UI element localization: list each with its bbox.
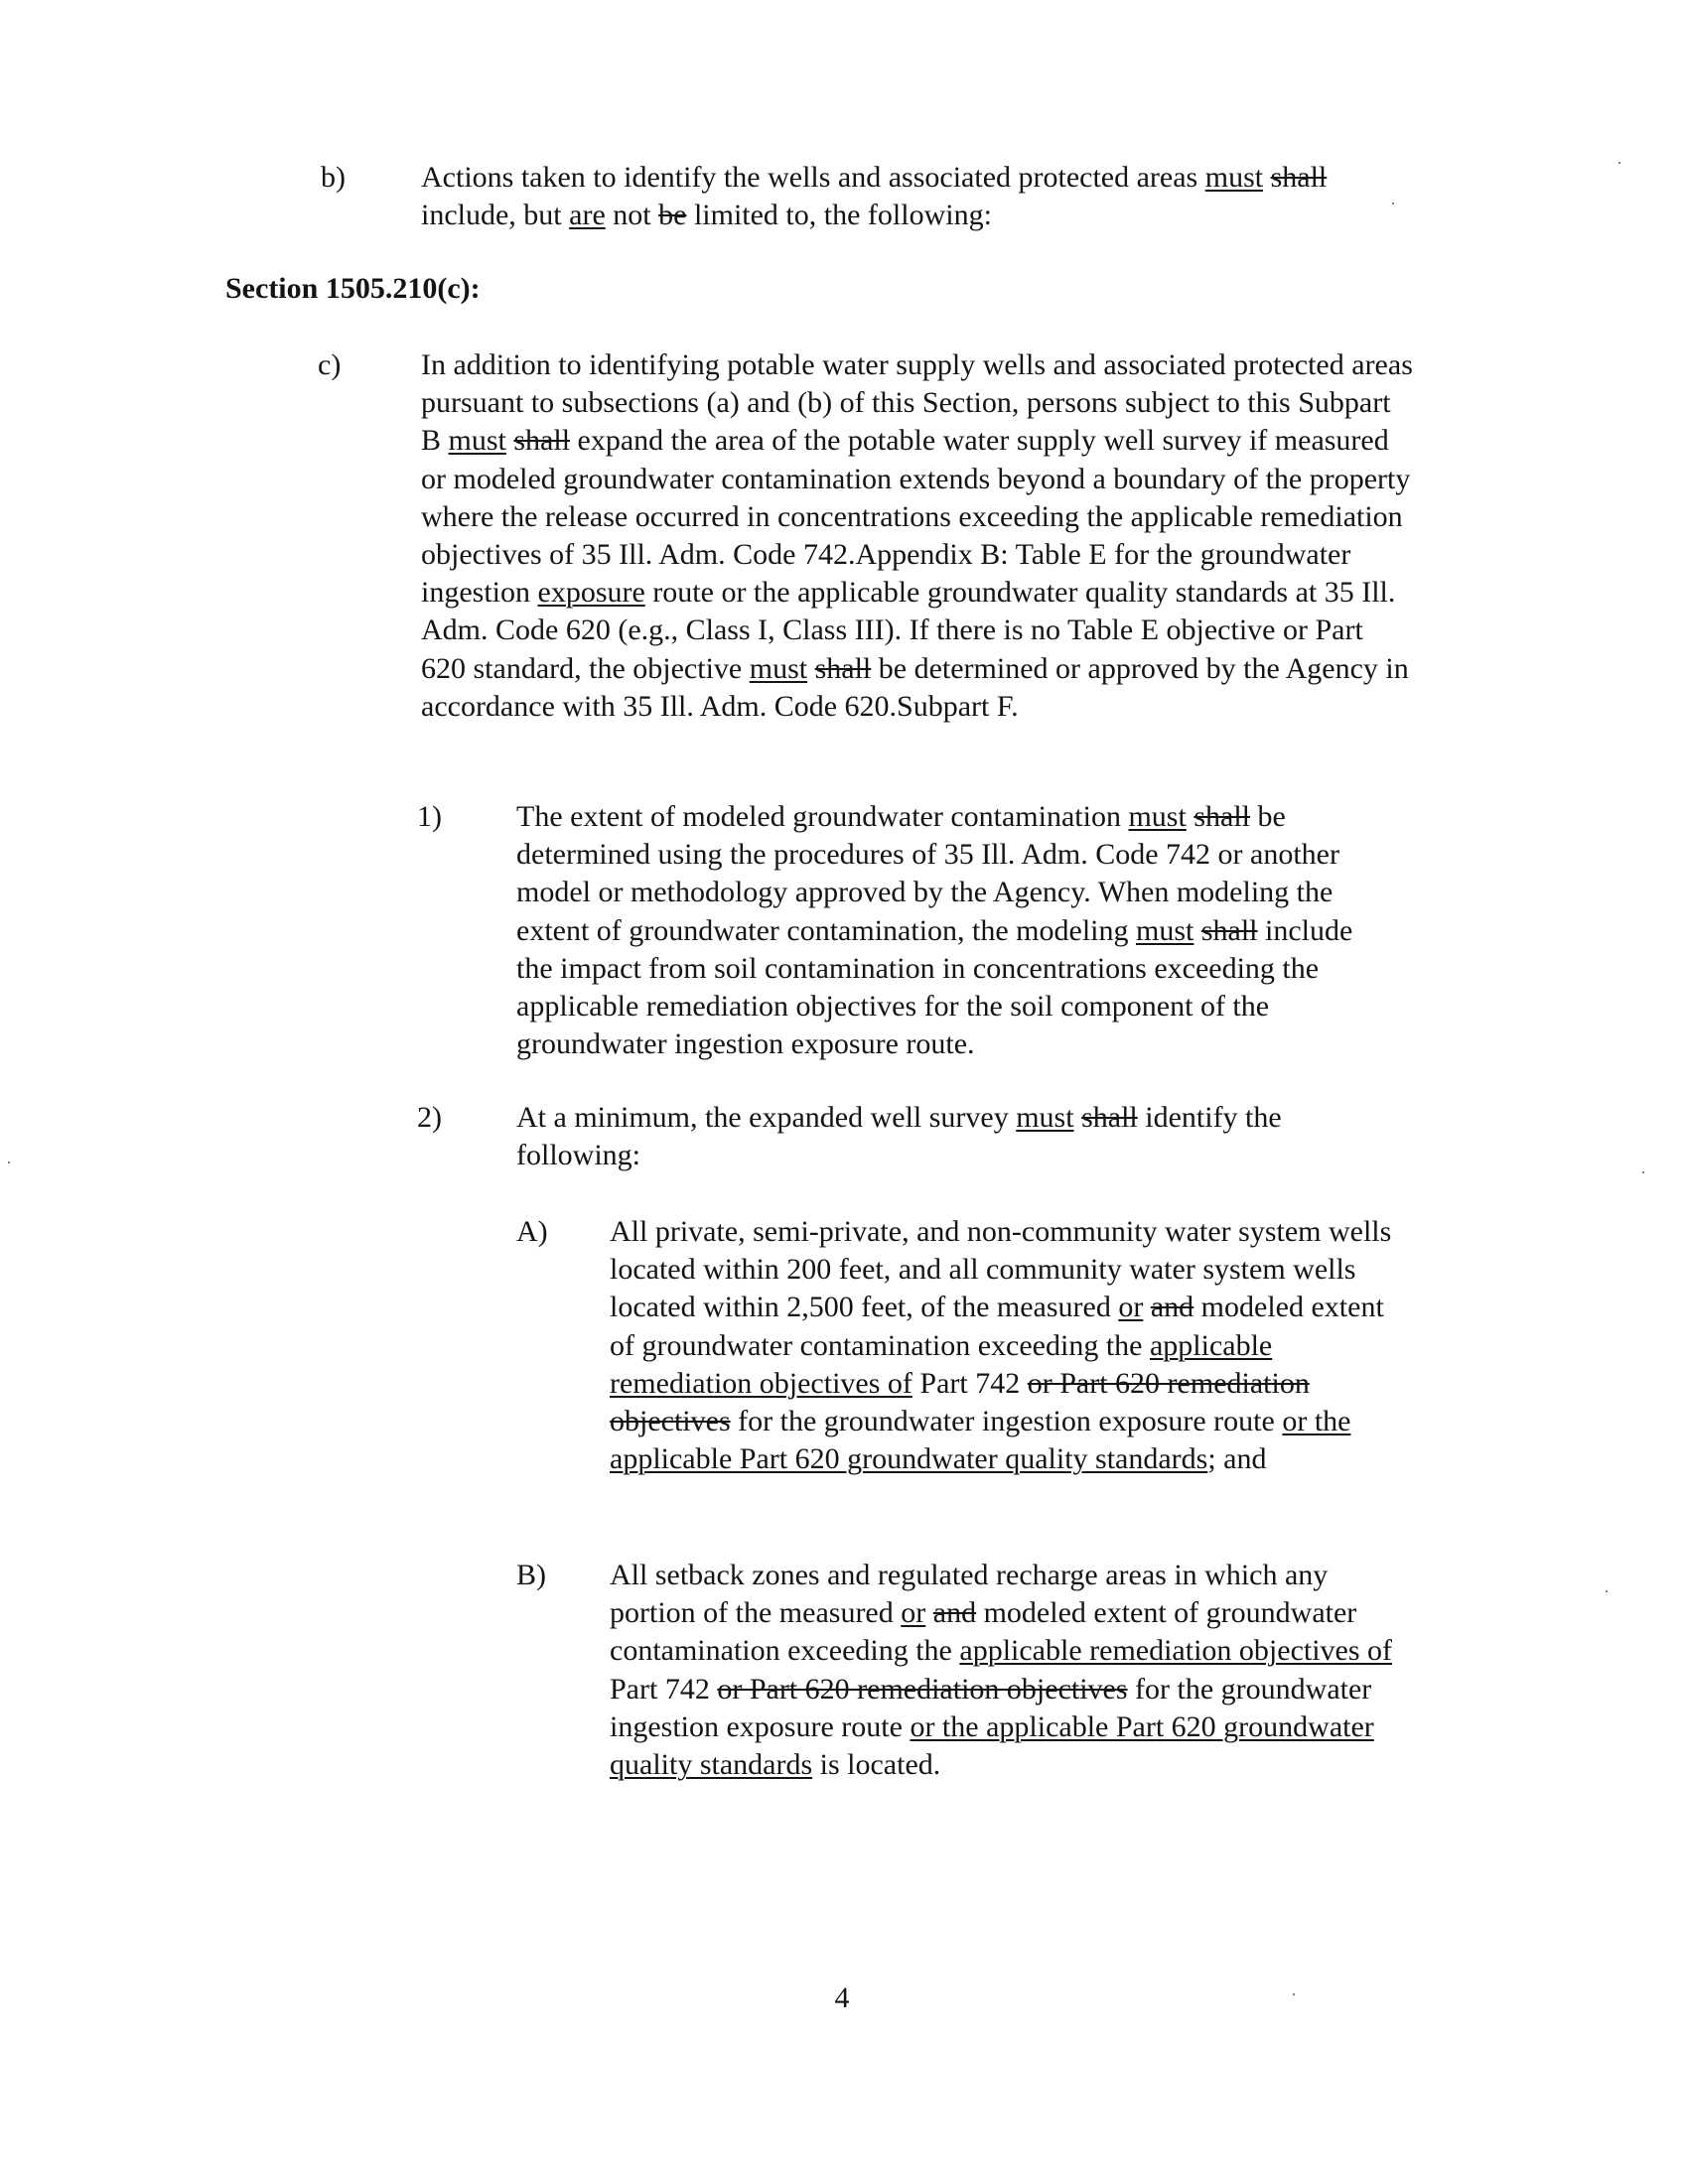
deleted-text: and (932, 1596, 977, 1630)
section-heading: Section 1505.210(c): (225, 272, 481, 305)
text-run: identify the following: (516, 1101, 1282, 1172)
deleted-text: shall (1200, 913, 1258, 947)
inserted-text: applicable remediation objectives of (610, 1328, 1273, 1400)
text-run: include, but (421, 199, 570, 232)
inserted-text: must (1136, 913, 1194, 947)
scan-speck (8, 1161, 10, 1163)
item-label-c2a: A) (516, 1215, 548, 1248)
text-run: Part 742 (610, 1672, 718, 1706)
item-label-c2: 2) (417, 1101, 442, 1134)
inserted-text: or the applicable Part 620 groundwater quality standards (610, 1709, 1374, 1782)
inserted-text: are (569, 199, 606, 232)
deleted-text: shall (513, 424, 571, 458)
item-label-c1: 1) (417, 800, 442, 833)
text-run: modeled extent of groundwater contamination exceeding the (610, 1291, 1384, 1362)
inserted-text: must (749, 651, 808, 685)
text-run: Actions taken to identify the wells and associated protected areas (421, 161, 1205, 194)
text-run: for the groundwater ingestion exposure route (610, 1672, 1372, 1743)
deleted-text: shall (814, 651, 872, 685)
text-run: be determined using the procedures of 35 Ill. Adm. Code 742 or another model or methodology approved by the Agency. When modeling the extent of groundwater contamination, the modeling (516, 800, 1339, 947)
inserted-text: must (1128, 800, 1187, 833)
inserted-text: exposure (537, 576, 645, 610)
inserted-text: applicable remediation objectives of (959, 1634, 1393, 1668)
inserted-text: must (1016, 1101, 1074, 1134)
item-label-c: c) (318, 348, 342, 381)
paragraph-c2 (516, 1099, 1400, 1174)
inserted-text: must (448, 424, 506, 458)
deleted-text: and (1150, 1291, 1194, 1324)
inserted-text: or (1118, 1291, 1144, 1324)
inserted-text: must (1204, 161, 1264, 194)
text-run: not (605, 199, 659, 232)
scan-speck (1606, 1590, 1608, 1592)
text-run (1143, 1291, 1151, 1323)
text-run: limited to, the following: (686, 199, 992, 232)
text-run: Part 742 (912, 1366, 1028, 1400)
text-run: for the groundwater ingestion exposure route (730, 1405, 1283, 1438)
text-run: modeled extent of groundwater contamination exceeding the (610, 1596, 1357, 1668)
text-run (1074, 1101, 1082, 1134)
inserted-text: or the applicable Part 620 groundwater quality standards (610, 1405, 1351, 1476)
paragraph-b (421, 159, 1414, 234)
text-run: All setback zones and regulated recharge areas in which any portion of the measured (610, 1559, 1329, 1630)
scan-speck (1392, 203, 1394, 205)
deleted-text: or Part 620 remediation objectives (717, 1672, 1128, 1706)
text-run: ; and (1207, 1442, 1267, 1476)
scan-speck (1642, 1171, 1644, 1173)
inserted-text: or (901, 1596, 926, 1630)
text-run: be determined or approved by the Agency in accordance with 35 Ill. Adm. Code 620.Subpart F. (421, 651, 1409, 723)
text-run: All private, semi-private, and non-community water system wells located within 200 feet, and all community water system wells located within 2,500 feet, of the measured (610, 1215, 1392, 1324)
text-run: The extent of modeled groundwater contamination (516, 800, 1129, 833)
deleted-text: shall (1081, 1101, 1138, 1134)
paragraph-c1 (516, 798, 1395, 1063)
deleted-text: or Part 620 remediation objectives (610, 1366, 1310, 1438)
text-run (1193, 914, 1201, 947)
deleted-text: be (658, 199, 687, 232)
text-run (807, 652, 815, 685)
deleted-text: shall (1270, 161, 1328, 194)
paragraph-c (421, 346, 1414, 726)
text-run: route or the applicable groundwater quality standards at 35 Ill. Adm. Code 620 (e.g., Class I, Class III). If there is no Table E objective or Part 620 standard, the objective (421, 576, 1396, 685)
paragraph-c2a (610, 1213, 1404, 1478)
text-run: expand the area of the potable water supply well survey if measured or modeled groundwater contamination extends beyond a boundary of the property where the release occurred in concentrations exceeding the applicable remediation objectives of 35 Ill. Adm. Code 742.Appendix B: Table E for the groundwater ingestion (421, 424, 1411, 610)
text-run (1263, 161, 1271, 194)
deleted-text: shall (1193, 800, 1250, 833)
text-run: In addition to identifying potable water supply wells and associated protected areas pursuant to subsections (a) and (b) of this Section, persons subject to this Subpart B (421, 348, 1413, 458)
page-number: 4 (834, 1981, 850, 2014)
item-label-c2b: B) (516, 1559, 546, 1591)
scan-speck (1293, 1993, 1295, 1995)
text-run: At a minimum, the expanded well survey (516, 1101, 1017, 1134)
text-run: include the impact from soil contamination in concentrations exceeding the applicable remediation objectives for the soil component of the groundwater ingestion exposure route. (516, 913, 1353, 1061)
paragraph-c2b (610, 1557, 1394, 1784)
text-run: is located. (812, 1748, 941, 1782)
scan-speck (1618, 162, 1620, 164)
text-run (925, 1596, 933, 1629)
item-label-b: b) (321, 161, 346, 194)
